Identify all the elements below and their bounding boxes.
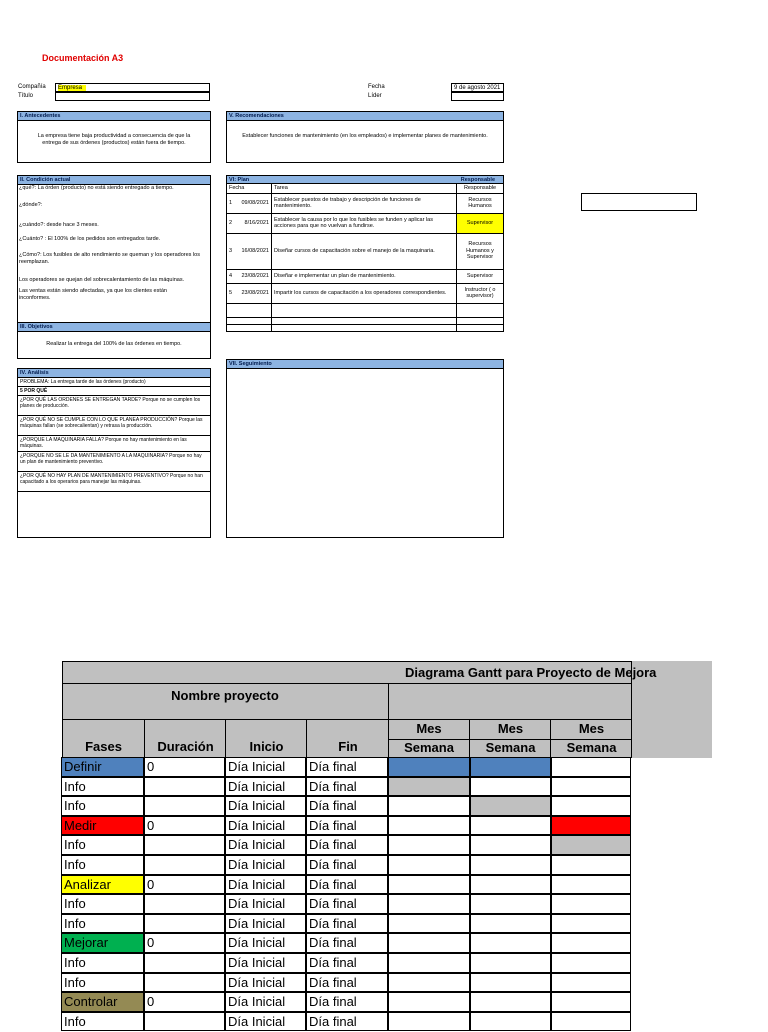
- gantt-start-cell[interactable]: Día Inicial: [225, 973, 306, 993]
- condicion-line: ¿Cuánto? : El 100% de los pedidos son entregados tarde.: [19, 236, 161, 242]
- gantt-duration-cell[interactable]: [144, 777, 225, 797]
- gantt-duration-cell[interactable]: 0: [144, 757, 225, 777]
- gantt-semana-label: Semana: [566, 740, 617, 755]
- plan-row-tarea: Diseñar e implementar un plan de mantenimiento.: [272, 269, 457, 283]
- gantt-row: [62, 778, 632, 798]
- gantt-start-cell[interactable]: Día Inicial: [225, 914, 306, 934]
- plan-empty-cell[interactable]: [457, 303, 504, 317]
- gantt-week-cell[interactable]: [470, 816, 551, 836]
- gantt-duration-cell[interactable]: [144, 855, 225, 875]
- gantt-week-cell[interactable]: [551, 796, 631, 816]
- condicion-line: ¿qué?: La órden (producto) no está siendo entregado a tiempo.: [19, 185, 174, 191]
- analisis-porque-item: ¿PORQUE NO SE LE DA MANTENIMIENTO A LA MAQUINARIA? Porque no hay un plan de mantenimiento preventivo.: [18, 452, 210, 472]
- company-value: Empresa: [58, 85, 86, 91]
- gantt-end-cell[interactable]: Día final: [306, 757, 388, 777]
- plan-row-fecha: 3 16/08/2021: [227, 233, 272, 269]
- gantt-start-cell[interactable]: Día Inicial: [225, 933, 306, 953]
- gantt-week-cell[interactable]: [551, 992, 631, 1012]
- gantt-week-cell[interactable]: [470, 757, 551, 777]
- gantt-phase-cell[interactable]: Info: [61, 894, 144, 914]
- gantt-col-inicio: Inicio: [249, 739, 284, 754]
- objetivos-section: [17, 322, 211, 359]
- gantt-start-cell[interactable]: Día Inicial: [225, 992, 306, 1012]
- gantt-end-cell[interactable]: Día final: [306, 875, 388, 895]
- recomendaciones-section: [226, 111, 504, 163]
- gantt-week-cell[interactable]: [470, 914, 551, 934]
- gantt-row: [62, 856, 632, 876]
- plan-empty-cell[interactable]: [272, 324, 457, 331]
- gantt-row: [62, 895, 632, 915]
- title-field[interactable]: [55, 92, 210, 101]
- plan-row-tarea: Establecer la causa por lo que los fusibles se funden y aplicar las acciones para que no vuelvan a fundirse.: [272, 213, 457, 233]
- gantt-week-cell[interactable]: [388, 914, 470, 934]
- gantt-week-cell[interactable]: [470, 894, 551, 914]
- gantt-phase-cell[interactable]: Info: [61, 973, 144, 993]
- plan-row-resp: Recursos Humanos: [457, 193, 504, 213]
- gantt-end-cell[interactable]: Día final: [306, 796, 388, 816]
- gantt-week-cell[interactable]: [551, 953, 631, 973]
- gantt-col-duracion: Duración: [157, 739, 214, 754]
- plan-empty-cell[interactable]: [227, 317, 272, 324]
- gantt-week-cell[interactable]: [551, 875, 631, 895]
- gantt-week-cell[interactable]: [388, 933, 470, 953]
- plan-empty-cell[interactable]: [227, 303, 272, 317]
- condicion-line: Los operadores se quejan del sobrecalentamiento de las máquinas.: [19, 277, 185, 283]
- gantt-week-cell[interactable]: [470, 973, 551, 993]
- leader-field[interactable]: [451, 92, 504, 101]
- gantt-week-cell[interactable]: [470, 796, 551, 816]
- gantt-week-cell[interactable]: [388, 875, 470, 895]
- date-field[interactable]: 9 de agosto 2021: [451, 83, 504, 92]
- gantt-week-cell[interactable]: [388, 1012, 470, 1032]
- plan-row-fecha: 1 09/08/2021: [227, 193, 272, 213]
- gantt-start-cell[interactable]: Día Inicial: [225, 816, 306, 836]
- gantt-row: [62, 1013, 632, 1032]
- recomendaciones-heading: V. Recomendaciones: [227, 112, 503, 121]
- gantt-title: Diagrama Gantt para Proyecto de Mejora: [405, 665, 657, 680]
- analisis-porque-item: ¿POR QUÉ LAS ORDENES SE ENTREGAN TARDE? Porque no se cumplen los planes de producción.: [18, 396, 210, 416]
- analisis-porque-item: ¿POR QUÉ NO HAY PLAN DE MANTENIMIENTO PREVENTIVO? Porque no han capacitado a los operarios para manejar las máquinas.: [18, 472, 210, 492]
- analisis-5porque-heading: 5 POR QUÉ: [18, 387, 210, 396]
- gantt-col-fin: Fin: [338, 739, 358, 754]
- gantt-col-fases: Fases: [85, 739, 122, 754]
- gantt-week-cell[interactable]: [388, 835, 470, 855]
- plan-col-tarea: Tarea: [272, 184, 457, 194]
- gantt-start-cell[interactable]: Día Inicial: [225, 875, 306, 895]
- gantt-week-cell[interactable]: [470, 992, 551, 1012]
- gantt-week-cell[interactable]: [388, 816, 470, 836]
- gantt-row: [62, 993, 632, 1013]
- seguimiento-heading: VII. Seguimiento: [227, 360, 503, 369]
- gantt-end-cell[interactable]: Día final: [306, 953, 388, 973]
- gantt-week-cell[interactable]: [388, 894, 470, 914]
- gantt-week-cell[interactable]: [551, 757, 631, 777]
- seguimiento-section: [226, 359, 504, 538]
- gantt-week-cell[interactable]: [388, 855, 470, 875]
- condicion-line: Las ventas están siendo afectadas, ya que los clientes están inconformes.: [19, 288, 167, 301]
- gantt-end-cell[interactable]: Día final: [306, 933, 388, 953]
- gantt-week-cell[interactable]: [470, 835, 551, 855]
- side-empty-box[interactable]: [581, 193, 697, 211]
- plan-empty-cell[interactable]: [227, 324, 272, 331]
- gantt-phase-cell[interactable]: Info: [61, 777, 144, 797]
- gantt-semana-label: Semana: [404, 740, 454, 755]
- gantt-duration-cell[interactable]: [144, 835, 225, 855]
- condicion-heading: II. Condición actual: [18, 176, 210, 185]
- analisis-porque-item: ¿POR QUÉ NO SE CUMPLE CON LO QUE PLANEA PRODUCCIÓN? Porque las máquinas fallan (se sobrecalientan) y retrasa la producción.: [18, 416, 210, 436]
- gantt-duration-cell[interactable]: [144, 1012, 225, 1032]
- gantt-end-cell[interactable]: Día final: [306, 992, 388, 1012]
- gantt-mes-label: Mes: [497, 721, 524, 736]
- recomendaciones-text: Establecer funciones de mantenimiento (en los empleados) e implementar planes de mantenimiento.: [242, 133, 488, 139]
- title-label: Título: [18, 93, 34, 99]
- gantt-phase-cell[interactable]: Mejorar: [61, 933, 144, 953]
- plan-col-fecha: Fecha: [227, 184, 272, 194]
- gantt-duration-cell[interactable]: 0: [144, 875, 225, 895]
- objetivos-heading: III. Objetivos: [18, 323, 210, 332]
- plan-heading: VI: Plan: [229, 177, 250, 183]
- gantt-end-cell[interactable]: Día final: [306, 914, 388, 934]
- gantt-start-cell[interactable]: Día Inicial: [225, 757, 306, 777]
- gantt-start-cell[interactable]: Día Inicial: [225, 835, 306, 855]
- gantt-duration-cell[interactable]: [144, 914, 225, 934]
- gantt-mes-label: Mes: [416, 721, 442, 736]
- gantt-week-cell[interactable]: [551, 914, 631, 934]
- gantt-divider: [388, 683, 389, 719]
- gantt-phase-cell[interactable]: Analizar: [61, 875, 144, 895]
- plan-table: [226, 183, 504, 332]
- gantt-start-cell[interactable]: Día Inicial: [225, 953, 306, 973]
- gantt-week-cell[interactable]: [551, 973, 631, 993]
- gantt-mes-label: Mes: [578, 721, 605, 736]
- gantt-week-cell[interactable]: [470, 1012, 551, 1032]
- gantt-end-cell[interactable]: Día final: [306, 777, 388, 797]
- gantt-end-cell[interactable]: Día final: [306, 1012, 388, 1032]
- plan-row-resp: Recursos Humanos y Supervisor: [457, 233, 504, 269]
- gantt-phase-cell[interactable]: Definir: [61, 757, 144, 777]
- plan-row-resp: Supervisor: [457, 269, 504, 283]
- gantt-duration-cell[interactable]: [144, 953, 225, 973]
- gantt-phase-cell[interactable]: Medir: [61, 816, 144, 836]
- gantt-week-cell[interactable]: [551, 894, 631, 914]
- gantt-divider: [62, 683, 632, 684]
- plan-row-fecha: 5 23/08/2021: [227, 283, 272, 303]
- gantt-week-cell[interactable]: [388, 757, 470, 777]
- gantt-week-cell[interactable]: [470, 875, 551, 895]
- condicion-line: ¿dónde?:: [19, 202, 43, 208]
- plan-row-tarea: Impartir los cursos de capacitación a los operadores correspondientes.: [272, 283, 457, 303]
- gantt-start-cell[interactable]: Día Inicial: [225, 796, 306, 816]
- analisis-porque-item: ¿PORQUE LA MAQUINARIA FALLA? Porque no hay mantenimiento en las máquinas.: [18, 436, 210, 452]
- antecedentes-text: La empresa tiene baja productividad a consecuencia de que la entrega de sus órdenes (productos) están fuera de tiempo.: [37, 133, 191, 146]
- gantt-row: [62, 954, 632, 974]
- condicion-section: [17, 175, 211, 323]
- gantt-week-cell[interactable]: [388, 796, 470, 816]
- gantt-week-cell[interactable]: [551, 816, 631, 836]
- gantt-week-cell[interactable]: [551, 835, 631, 855]
- gantt-week-cell[interactable]: [551, 777, 631, 797]
- plan-row-fecha: 2 8/16/2021: [227, 213, 272, 233]
- gantt-end-cell[interactable]: Día final: [306, 894, 388, 914]
- company-field[interactable]: [55, 83, 210, 92]
- gantt-phase-cell[interactable]: Info: [61, 1012, 144, 1032]
- plan-row-fecha: 4 23/08/2021: [227, 269, 272, 283]
- date-label: Fecha: [368, 84, 385, 90]
- antecedentes-section: [17, 111, 211, 163]
- gantt-phase-cell[interactable]: Info: [61, 914, 144, 934]
- gantt-duration-cell[interactable]: [144, 973, 225, 993]
- gantt-row: [62, 758, 632, 778]
- gantt-week-cell[interactable]: [388, 953, 470, 973]
- gantt-duration-cell[interactable]: 0: [144, 933, 225, 953]
- gantt-phase-cell[interactable]: Info: [61, 953, 144, 973]
- gantt-start-cell[interactable]: Día Inicial: [225, 1012, 306, 1032]
- gantt-duration-cell[interactable]: 0: [144, 816, 225, 836]
- gantt-row: [62, 915, 632, 935]
- gantt-phase-cell[interactable]: Info: [61, 796, 144, 816]
- gantt-start-cell[interactable]: Día Inicial: [225, 894, 306, 914]
- gantt-row: [62, 934, 632, 954]
- gantt-row: [62, 876, 632, 896]
- gantt-end-cell[interactable]: Día final: [306, 816, 388, 836]
- analisis-problema: PROBLEMA: La entrega tarde de las órdenes (producto): [18, 378, 210, 387]
- plan-empty-cell[interactable]: [272, 303, 457, 317]
- plan-empty-cell[interactable]: [457, 317, 504, 324]
- plan-row-resp: Supervisor: [457, 213, 504, 233]
- gantt-week-cell[interactable]: [470, 777, 551, 797]
- document-title: Documentación A3: [42, 53, 124, 63]
- gantt-row: [62, 974, 632, 994]
- gantt-end-cell[interactable]: Día final: [306, 855, 388, 875]
- plan-empty-cell[interactable]: [457, 324, 504, 331]
- analisis-section: [17, 368, 211, 538]
- leader-label: Líder: [368, 93, 382, 99]
- gantt-week-cell[interactable]: [388, 992, 470, 1012]
- plan-row-resp: Instructor ( o supervisor): [457, 283, 504, 303]
- gantt-row: [62, 836, 632, 856]
- gantt-phase-cell[interactable]: Info: [61, 855, 144, 875]
- gantt-week-cell[interactable]: [470, 933, 551, 953]
- gantt-week-cell[interactable]: [470, 953, 551, 973]
- gantt-week-cell[interactable]: [388, 777, 470, 797]
- condicion-line: ¿cuándo?: desde hace 3 meses.: [19, 222, 99, 228]
- gantt-start-cell[interactable]: Día Inicial: [225, 855, 306, 875]
- gantt-semana-label: Semana: [485, 740, 536, 755]
- gantt-start-cell[interactable]: Día Inicial: [225, 777, 306, 797]
- gantt-row: [62, 817, 632, 837]
- gantt-end-cell[interactable]: Día final: [306, 835, 388, 855]
- gantt-week-cell[interactable]: [388, 973, 470, 993]
- plan-responsable-heading: Responsable: [460, 177, 495, 183]
- objetivos-text: Realizar la entrega del 100% de las órdenes en tiempo.: [46, 341, 182, 347]
- gantt-duration-cell[interactable]: 0: [144, 992, 225, 1012]
- gantt-week-cell[interactable]: [551, 1012, 631, 1032]
- plan-empty-cell[interactable]: [272, 317, 457, 324]
- condicion-line: ¿Cómo?: Los fusibles de alto rendimiento se queman y los operadores los reemplazan.: [19, 252, 200, 265]
- gantt-row: [62, 797, 632, 817]
- plan-row-tarea: Establecer puestos de trabajo y descripción de funciones de mantenimiento.: [272, 193, 457, 213]
- gantt-duration-cell[interactable]: [144, 894, 225, 914]
- plan-row-tarea: Diseñar cursos de capacitación sobre el manejo de la maquinaria.: [272, 233, 457, 269]
- gantt-end-cell[interactable]: Día final: [306, 973, 388, 993]
- plan-col-responsable: Responsable: [457, 184, 504, 194]
- antecedentes-heading: I. Antecedentes: [18, 112, 210, 121]
- gantt-project-name: Nombre proyecto: [171, 688, 279, 703]
- gantt-week-cell[interactable]: [470, 855, 551, 875]
- gantt-phase-cell[interactable]: Info: [61, 835, 144, 855]
- gantt-duration-cell[interactable]: [144, 796, 225, 816]
- company-label: Compañía: [18, 84, 46, 90]
- analisis-heading: IV. Análisis: [18, 369, 210, 378]
- gantt-phase-cell[interactable]: Controlar: [61, 992, 144, 1012]
- gantt-week-cell[interactable]: [551, 855, 631, 875]
- gantt-week-cell[interactable]: [551, 933, 631, 953]
